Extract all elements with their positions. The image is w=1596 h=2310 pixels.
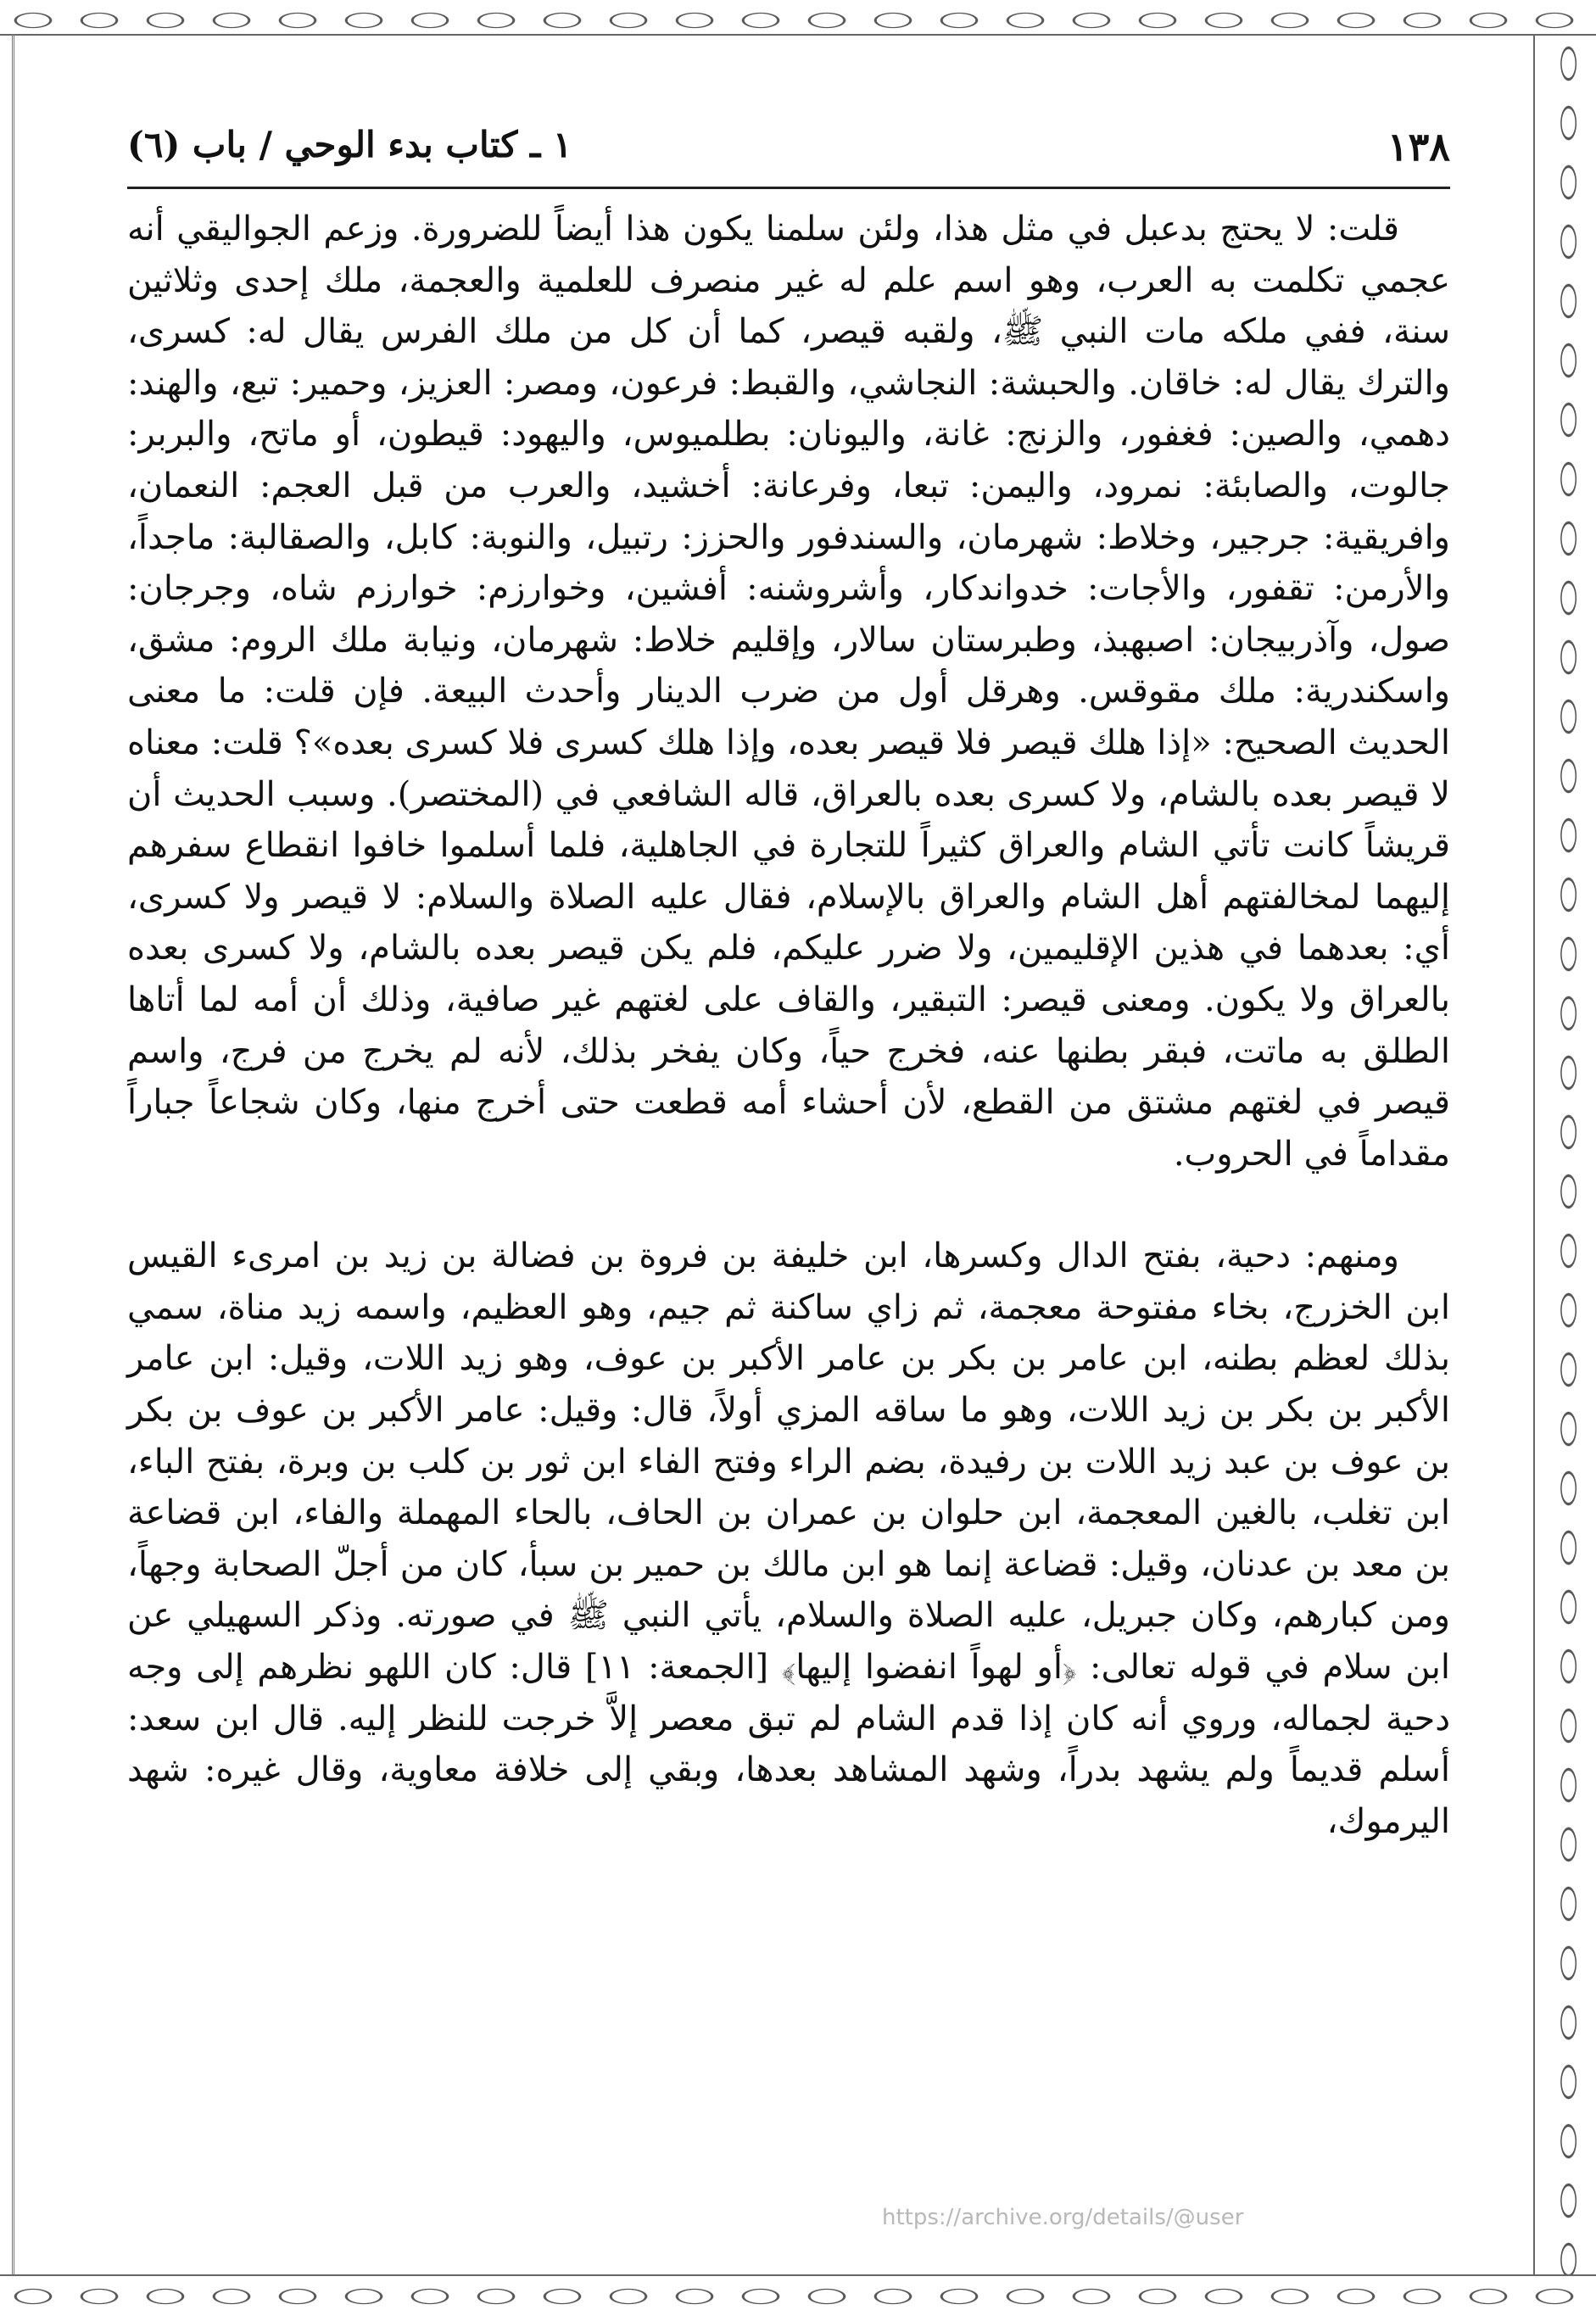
page-number: ١٣٨: [1387, 124, 1450, 170]
ornamental-border-right: [1533, 34, 1596, 2276]
border-left: [0, 34, 14, 2276]
paragraph: ومنهم: دحية، بفتح الدال وكسرها، ابن خليفة بن فروة بن فضالة بن زيد بن امرىء القيس ابن الخزرج، بخاء مفتوحة معجمة، ثم زاي ساكنة ثم جيم، وهو العظيم، واسمه زيد مناة، سمي بذلك لعظم بطنه، ابن عامر بن بكر بن عامر الأكبر بن عوف، وهو زيد اللات، وقيل: ابن عامر الأكبر بن بكر بن زيد اللات، وهو ما ساقه المزي أولاً، قال: وقيل: عامر الأكبر بن عوف بن بكر بن عوف بن عبد زيد اللات بن رفيدة، بضم الراء وفتح الفاء ابن ثور بن كلب بن وبرة، بفتح الباء، ابن تغلب، بالغين المعجمة، ابن حلوان بن عمران بن الحاف، بالحاء المهملة والفاء، ابن قضاعة بن معد بن عدنان، وقيل: قضاعة إنما هو ابن مالك بن حمير بن سبأ، كان من أجلّ الصحابة وجهاً، ومن كبارهم، وكان جبريل، عليه الصلاة والسلام، يأتي النبي ﷺ في صورته. وذكر السهيلي عن ابن سلام في قوله تعالى: ﴿أو لهواً انفضوا إليها﴾ [الجمعة: ١١] قال: كان اللهو نظرهم إلى وجه دحية لجماله، وروي أنه كان إذا قدم الشام لم تبق معصر إلاَّ خرجت للنظر إليه. قال ابن سعد: أسلم قديماً ولم يشهد بدراً، وشهد المشاهد بعدها، وبقي إلى خلافة معاوية، وقال غيره: شهد اليرموك،: [127, 1236, 1451, 1841]
watermark-url: https://archive.org/details/@user: [882, 2205, 1244, 2230]
page-body: [127, 204, 1450, 1847]
ornamental-border-top: [0, 0, 1596, 36]
page-header: [127, 119, 1450, 189]
running-title: ١ ـ كتاب بدء الوحي / باب (٦): [127, 124, 572, 165]
paragraph: قلت: لا يحتج بدعبل في مثل هذا، ولئن سلمنا يكون هذا أيضاً للضرورة. وزعم الجواليقي أنه عجمي تكلمت به العرب، وهو اسم علم له غير منصرف للعلمية والعجمة، ملك إحدى وثلاثين سنة، ففي ملكه مات النبي ﷺ، ولقبه قيصر، كما أن كل من ملك الفرس يقال له: كسرى، والترك يقال له: خاقان. والحبشة: النجاشي، والقبط: فرعون، ومصر: العزيز، وحمير: تبع، والهند: دهمي، والصين: فغفور، والزنج: غانة، واليونان: بطلميوس، واليهود: قيطون، أو ماتح، والبربر: جالوت، والصابئة: نمرود، واليمن: تبعا، وفرعانة: أخشيد، والعرب من قبل العجم: النعمان، وافريقية: جرجير، وخلاط: شهرمان، والسندفور والحزز: رتبيل، والنوبة: كابل، والصقالبة: ماجداً، والأرمن: تقفور، والأجات: خدواندكار، وأشروشنه: أفشين، وخوارزم: خوارزم شاه، وجرجان: صول، وآذربيجان: اصبهبذ، وطبرستان سالار، وإقليم خلاط: شهرمان، ونيابة ملك الروم: مشق، واسكندرية: ملك مقوقس. وهرقل أول من ضرب الدينار وأحدث البيعة. فإن قلت: ما معنى الحديث الصحيح: «إذا هلك قيصر فلا قيصر بعده، وإذا هلك كسرى فلا كسرى بعده»؟ قلت: معناه لا قيصر بعده بالشام، ولا كسرى بعده بالعراق، قاله الشافعي في (المختصر). وسبب الحديث أن قريشاً كانت تأتي الشام والعراق كثيراً للتجارة في الجاهلية، فلما أسلموا خافوا انقطاع سفرهم إليهما لمخالفتهم أهل الشام والعراق بالإسلام، فقال عليه الصلاة والسلام: لا قيصر ولا كسرى، أي: بعدهما في هذين الإقليمين، ولا ضرر عليكم، فلم يكن قيصر بعده بالشام، ولا كسرى بعده بالعراق ولا يكون. ومعنى قيصر: التبقير، والقاف على لغتهم غير صافية، وذلك أن أمه لما أتاها الطلق به ماتت، فبقر بطنها عنه، فخرج حياً، وكان يفخر بذلك، لأنه لم يخرج من فرج، واسم قيصر في لغتهم مشتق من القطع، لأن أحشاء أمه قطعت حتى أخرج منها، وكان شجاعاً جباراً مقداماً في الحروب.: [127, 209, 1451, 1174]
ornamental-border-bottom: [0, 2274, 1596, 2310]
